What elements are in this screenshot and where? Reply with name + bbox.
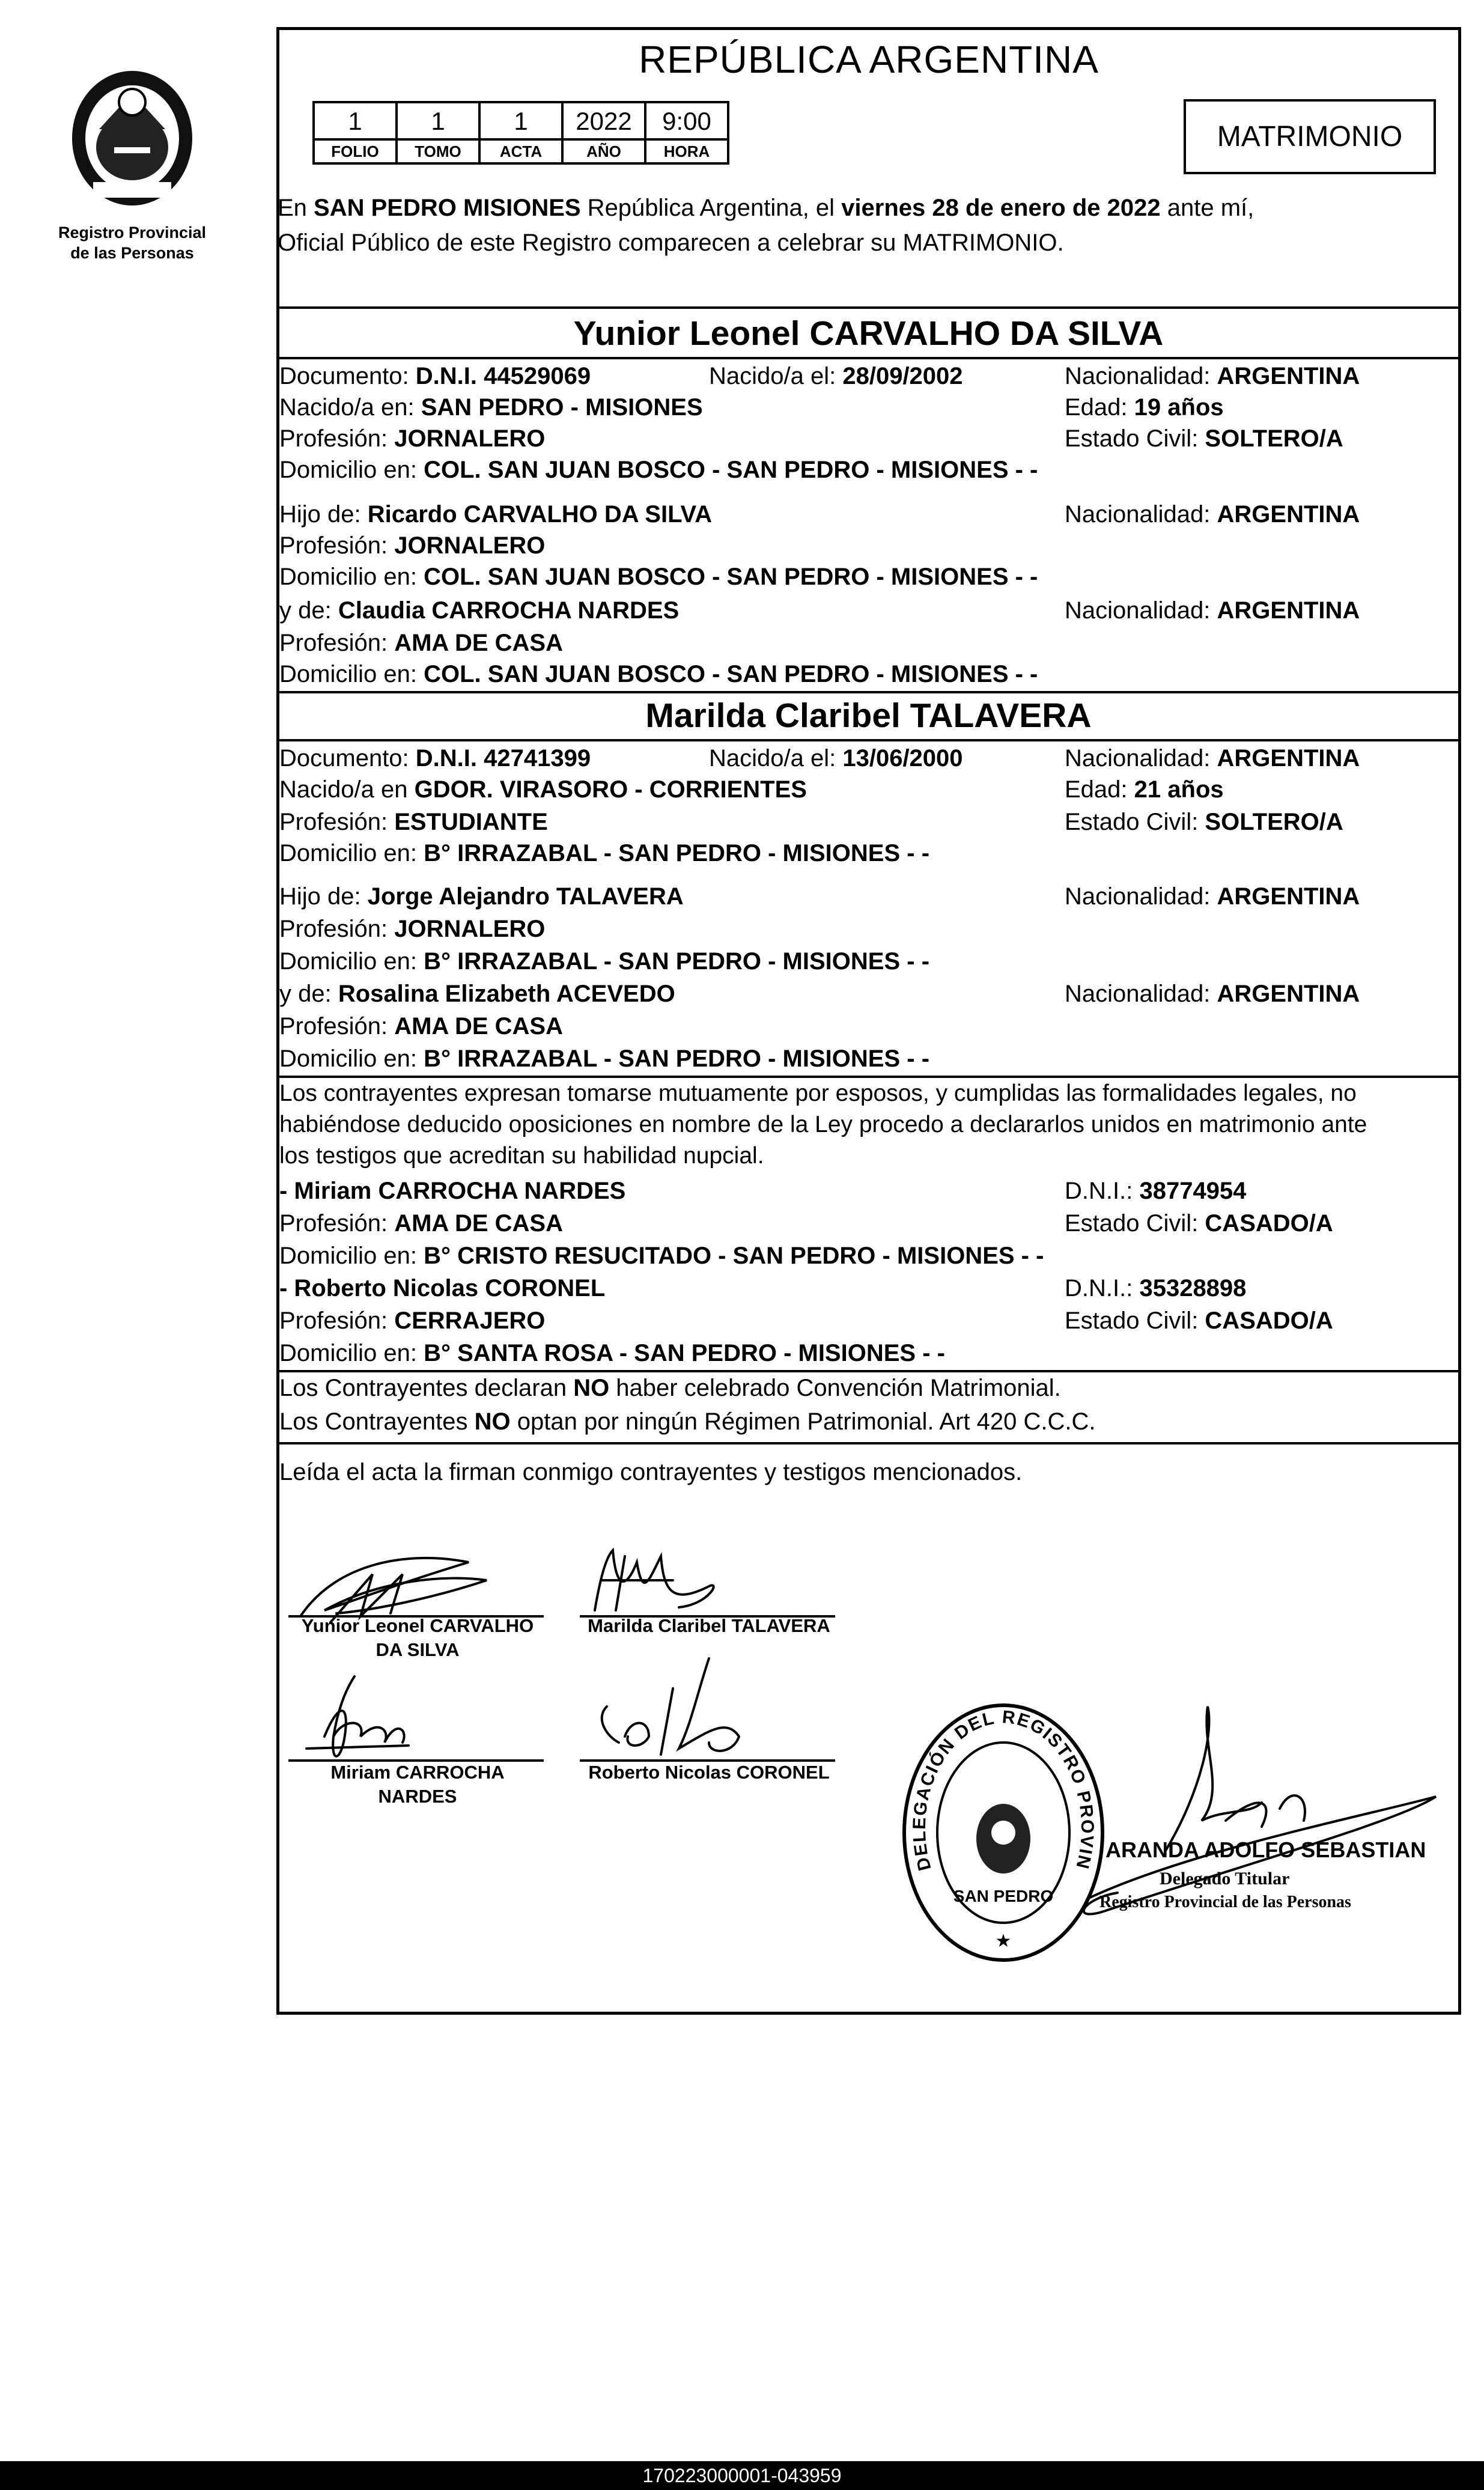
value: COL. SAN JUAN BOSCO - SAN PEDRO - MISIONES - - — [424, 661, 1038, 687]
value: ARGENTINA — [1217, 981, 1360, 1007]
bride-mother — [279, 978, 675, 1009]
witness-1-name: - Miriam CARROCHA NARDES — [279, 1178, 626, 1204]
divider — [278, 739, 1459, 741]
hour-label: HORA — [644, 141, 729, 165]
officer-title: Delegado Titular — [1160, 1869, 1290, 1889]
label: Domicilio en: — [279, 564, 424, 590]
witness-2-civil-status — [1065, 1305, 1333, 1336]
label: Nacionalidad: — [1065, 597, 1217, 624]
groom-father-nationality — [1065, 499, 1360, 530]
stamp-center-text: SAN PEDRO — [953, 1887, 1054, 1905]
label: Edad: — [1065, 394, 1134, 421]
document-code-bar: 170223000001-043959 — [0, 2461, 1484, 2490]
value: 13/06/2000 — [842, 745, 963, 772]
label: Profesión: — [279, 916, 395, 942]
value: JORNALERO — [394, 425, 546, 452]
divider — [278, 357, 1459, 359]
emphasis: NO — [474, 1408, 511, 1435]
line: Yunior Leonel CARVALHO — [301, 1615, 534, 1636]
value: 19 años — [1134, 394, 1224, 421]
groom-nationality — [1065, 361, 1360, 392]
value: Ricardo CARVALHO DA SILVA — [367, 501, 713, 528]
bride-nationality — [1065, 743, 1360, 774]
acta-value: 1 — [478, 101, 564, 141]
closing-statement: Leída el acta la firman conmigo contrayentes y testigos mencionados. — [279, 1459, 1023, 1485]
bride-mother-profession — [279, 1011, 563, 1042]
label: Profesión: — [279, 1307, 395, 1334]
value: Rosalina Elizabeth ACEVEDO — [338, 981, 675, 1007]
value: ARGENTINA — [1217, 883, 1360, 910]
witness-1-signature-label — [282, 1761, 553, 1809]
declaration-line-1: Los contrayentes expresan tomarse mutuamente por esposos, y cumplidas las formalidades legales, no — [279, 1080, 1357, 1106]
label: Nacionalidad: — [1065, 363, 1217, 389]
label: y de: — [279, 981, 338, 1007]
label: Domicilio en: — [279, 1243, 424, 1269]
province-seal-logo — [57, 57, 207, 213]
officer-name: ARANDA ADOLFO SEBASTIAN — [1105, 1837, 1426, 1862]
value: JORNALERO — [394, 916, 546, 942]
groom-signature-label — [282, 1614, 553, 1662]
label: Estado Civil: — [1065, 1210, 1205, 1237]
label: Nacido/a el: — [709, 745, 843, 772]
tomo-label: TOMO — [395, 141, 481, 165]
label: Hijo de: — [279, 883, 368, 910]
value: ARGENTINA — [1217, 597, 1360, 624]
value: AMA DE CASA — [394, 1013, 563, 1040]
text: haber celebrado Convención Matrimonial. — [609, 1375, 1061, 1401]
value: B° SANTA ROSA - SAN PEDRO - MISIONES - - — [424, 1340, 945, 1366]
label: Domicilio en: — [279, 661, 424, 687]
label: Estado Civil: — [1065, 425, 1205, 452]
bride-mother-nationality — [1065, 978, 1360, 1009]
label: Documento: — [279, 363, 416, 389]
label: Domicilio en: — [279, 457, 424, 483]
value: 21 años — [1134, 776, 1224, 803]
act-type-box: MATRIMONIO — [1184, 99, 1436, 174]
label: Nacionalidad: — [1065, 981, 1217, 1007]
label: Profesión: — [279, 630, 395, 656]
value: SOLTERO/A — [1205, 809, 1343, 835]
value: CASADO/A — [1205, 1307, 1333, 1334]
acta-label: ACTA — [478, 141, 564, 165]
label: Profesión: — [279, 1210, 395, 1237]
logo-caption-line1: Registro Provincial — [58, 224, 207, 242]
value: B° IRRAZABAL - SAN PEDRO - MISIONES - - — [424, 840, 930, 866]
folio-label: FOLIO — [312, 141, 398, 165]
groom-birthdate — [709, 361, 963, 392]
witness-2-profession — [279, 1305, 545, 1336]
regime-line-1 — [279, 1372, 1061, 1404]
groom-document — [279, 361, 591, 392]
intro-suffix: ante mí, — [1160, 195, 1254, 221]
value: ARGENTINA — [1217, 363, 1360, 389]
intro-place: SAN PEDRO MISIONES — [314, 195, 581, 221]
value: Claudia CARROCHA NARDES — [338, 597, 680, 624]
official-stamp — [901, 1700, 1105, 1965]
intro-mid: República Argentina, el — [580, 195, 842, 221]
logo-caption-line2: de las Personas — [70, 244, 194, 262]
value: 28/09/2002 — [842, 363, 963, 389]
value: Jorge Alejandro TALAVERA — [367, 883, 684, 910]
hour-value: 9:00 — [644, 101, 729, 141]
label: Estado Civil: — [1065, 1307, 1205, 1334]
divider — [278, 306, 1459, 309]
divider — [278, 1442, 1459, 1444]
label: Nacido/a en — [279, 776, 415, 803]
value: ESTUDIANTE — [394, 809, 548, 835]
groom-civil-status — [1065, 423, 1343, 454]
emphasis: NO — [573, 1375, 610, 1401]
bride-mother-address — [279, 1043, 929, 1074]
value: AMA DE CASA — [394, 1210, 563, 1237]
witness-1-profession — [279, 1208, 563, 1239]
witness-2-dni — [1065, 1273, 1246, 1304]
label: Profesión: — [279, 425, 395, 452]
label: Profesión: — [279, 809, 395, 835]
stamp-ring-text: DELEGACIÓN DEL REGISTRO PROVIN — [909, 1707, 1098, 1873]
label: Domicilio en: — [279, 1046, 424, 1072]
logo-caption — [42, 222, 222, 263]
groom-birthplace — [279, 392, 703, 423]
label: Nacido/a el: — [709, 363, 843, 389]
label: Edad: — [1065, 776, 1134, 803]
groom-father-address — [279, 561, 1038, 592]
value: ARGENTINA — [1217, 745, 1360, 772]
value: D.N.I. 42741399 — [415, 745, 591, 772]
value: COL. SAN JUAN BOSCO - SAN PEDRO - MISIONES - - — [424, 564, 1038, 590]
bride-father — [279, 881, 684, 912]
value: CASADO/A — [1205, 1210, 1333, 1237]
label: Domicilio en: — [279, 840, 424, 866]
intro-date: viernes 28 de enero de 2022 — [841, 195, 1161, 221]
value: B° IRRAZABAL - SAN PEDRO - MISIONES - - — [424, 1046, 930, 1072]
value: COL. SAN JUAN BOSCO - SAN PEDRO - MISIONES - - — [424, 457, 1038, 483]
groom-father-profession — [279, 530, 545, 561]
text: Los Contrayentes declaran — [279, 1375, 574, 1401]
value: GDOR. VIRASORO - CORRIENTES — [414, 776, 807, 803]
label: D.N.I.: — [1065, 1275, 1140, 1301]
value: CERRAJERO — [394, 1307, 546, 1334]
declaration-line-3: los testigos que acreditan su habilidad nupcial. — [279, 1143, 764, 1169]
bride-father-nationality — [1065, 881, 1360, 912]
witness-1-dni — [1065, 1175, 1246, 1207]
label: D.N.I.: — [1065, 1178, 1140, 1204]
value: SOLTERO/A — [1205, 425, 1343, 452]
witness-2-name: - Roberto Nicolas CORONEL — [279, 1275, 606, 1301]
label: Domicilio en: — [279, 948, 424, 975]
bride-address — [279, 838, 929, 869]
bride-document — [279, 743, 591, 774]
value: 38774954 — [1139, 1178, 1247, 1204]
officer-office: Registro Provincial de las Personas — [1099, 1893, 1351, 1911]
bride-father-profession — [279, 913, 545, 945]
regime-line-2 — [279, 1406, 1096, 1437]
bride-father-address — [279, 946, 929, 977]
value: D.N.I. 44529069 — [415, 363, 591, 389]
groom-father — [279, 499, 712, 530]
line: DA SILVA — [376, 1639, 460, 1660]
groom-name-title: Yunior Leonel CARVALHO DA SILVA — [573, 314, 1164, 353]
line: Miriam CARROCHA — [330, 1762, 505, 1783]
label: y de: — [279, 597, 338, 624]
witness-1-address — [279, 1240, 1044, 1271]
value: 35328898 — [1139, 1275, 1247, 1301]
label: Nacido/a en: — [279, 394, 421, 421]
svg-text:★: ★ — [995, 1931, 1012, 1951]
bride-age — [1065, 774, 1224, 805]
witness-2-address — [279, 1338, 945, 1369]
divider — [278, 691, 1459, 693]
groom-mother-nationality — [1065, 595, 1360, 626]
label: Nacionalidad: — [1065, 501, 1217, 528]
value: JORNALERO — [394, 532, 546, 559]
bride-birthplace — [279, 774, 807, 805]
value: B° IRRAZABAL - SAN PEDRO - MISIONES - - — [424, 948, 930, 975]
value: SAN PEDRO - MISIONES — [421, 394, 703, 421]
label: Domicilio en: — [279, 1340, 424, 1366]
label: Nacionalidad: — [1065, 883, 1217, 910]
intro-prefix: En — [278, 195, 314, 221]
year-value: 2022 — [561, 101, 646, 141]
declaration-line-2: habiéndose deducido oposiciones en nombre de la Ley procedo a declararlos unidos en matrimonio ante — [279, 1112, 1367, 1137]
groom-address — [279, 454, 1038, 486]
folio-value: 1 — [312, 101, 398, 141]
groom-mother-profession — [279, 627, 563, 659]
label: Hijo de: — [279, 501, 368, 528]
witness-2-signature-label: Roberto Nicolas CORONEL — [588, 1762, 830, 1783]
groom-mother-address — [279, 659, 1038, 690]
groom-mother — [279, 595, 679, 626]
country-title: REPÚBLICA ARGENTINA — [639, 38, 1099, 81]
label: Profesión: — [279, 532, 395, 559]
bride-signature-label: Marilda Claribel TALAVERA — [588, 1615, 830, 1636]
bride-civil-status — [1065, 806, 1343, 838]
witness-1-civil-status — [1065, 1208, 1333, 1239]
label: Estado Civil: — [1065, 809, 1205, 835]
value: ARGENTINA — [1217, 501, 1360, 528]
bride-name-title: Marilda Claribel TALAVERA — [645, 696, 1092, 735]
value: AMA DE CASA — [394, 630, 563, 656]
bride-profession — [279, 806, 548, 838]
tomo-value: 1 — [395, 101, 481, 141]
line: NARDES — [378, 1786, 457, 1807]
text: Los Contrayentes — [279, 1408, 475, 1435]
label: Documento: — [279, 745, 416, 772]
intro-line-1 — [278, 192, 1254, 224]
label: Profesión: — [279, 1013, 395, 1040]
intro-line-2: Oficial Público de este Registro comparecen a celebrar su MATRIMONIO. — [278, 230, 1064, 256]
text: optan por ningún Régimen Patrimonial. Art 420 C.C.C. — [510, 1408, 1096, 1435]
label: Nacionalidad: — [1065, 745, 1217, 772]
groom-profession — [279, 423, 545, 454]
value: B° CRISTO RESUCITADO - SAN PEDRO - MISIONES - - — [424, 1243, 1044, 1269]
year-label: AÑO — [561, 141, 646, 165]
groom-age — [1065, 392, 1224, 423]
bride-birthdate — [709, 743, 963, 774]
